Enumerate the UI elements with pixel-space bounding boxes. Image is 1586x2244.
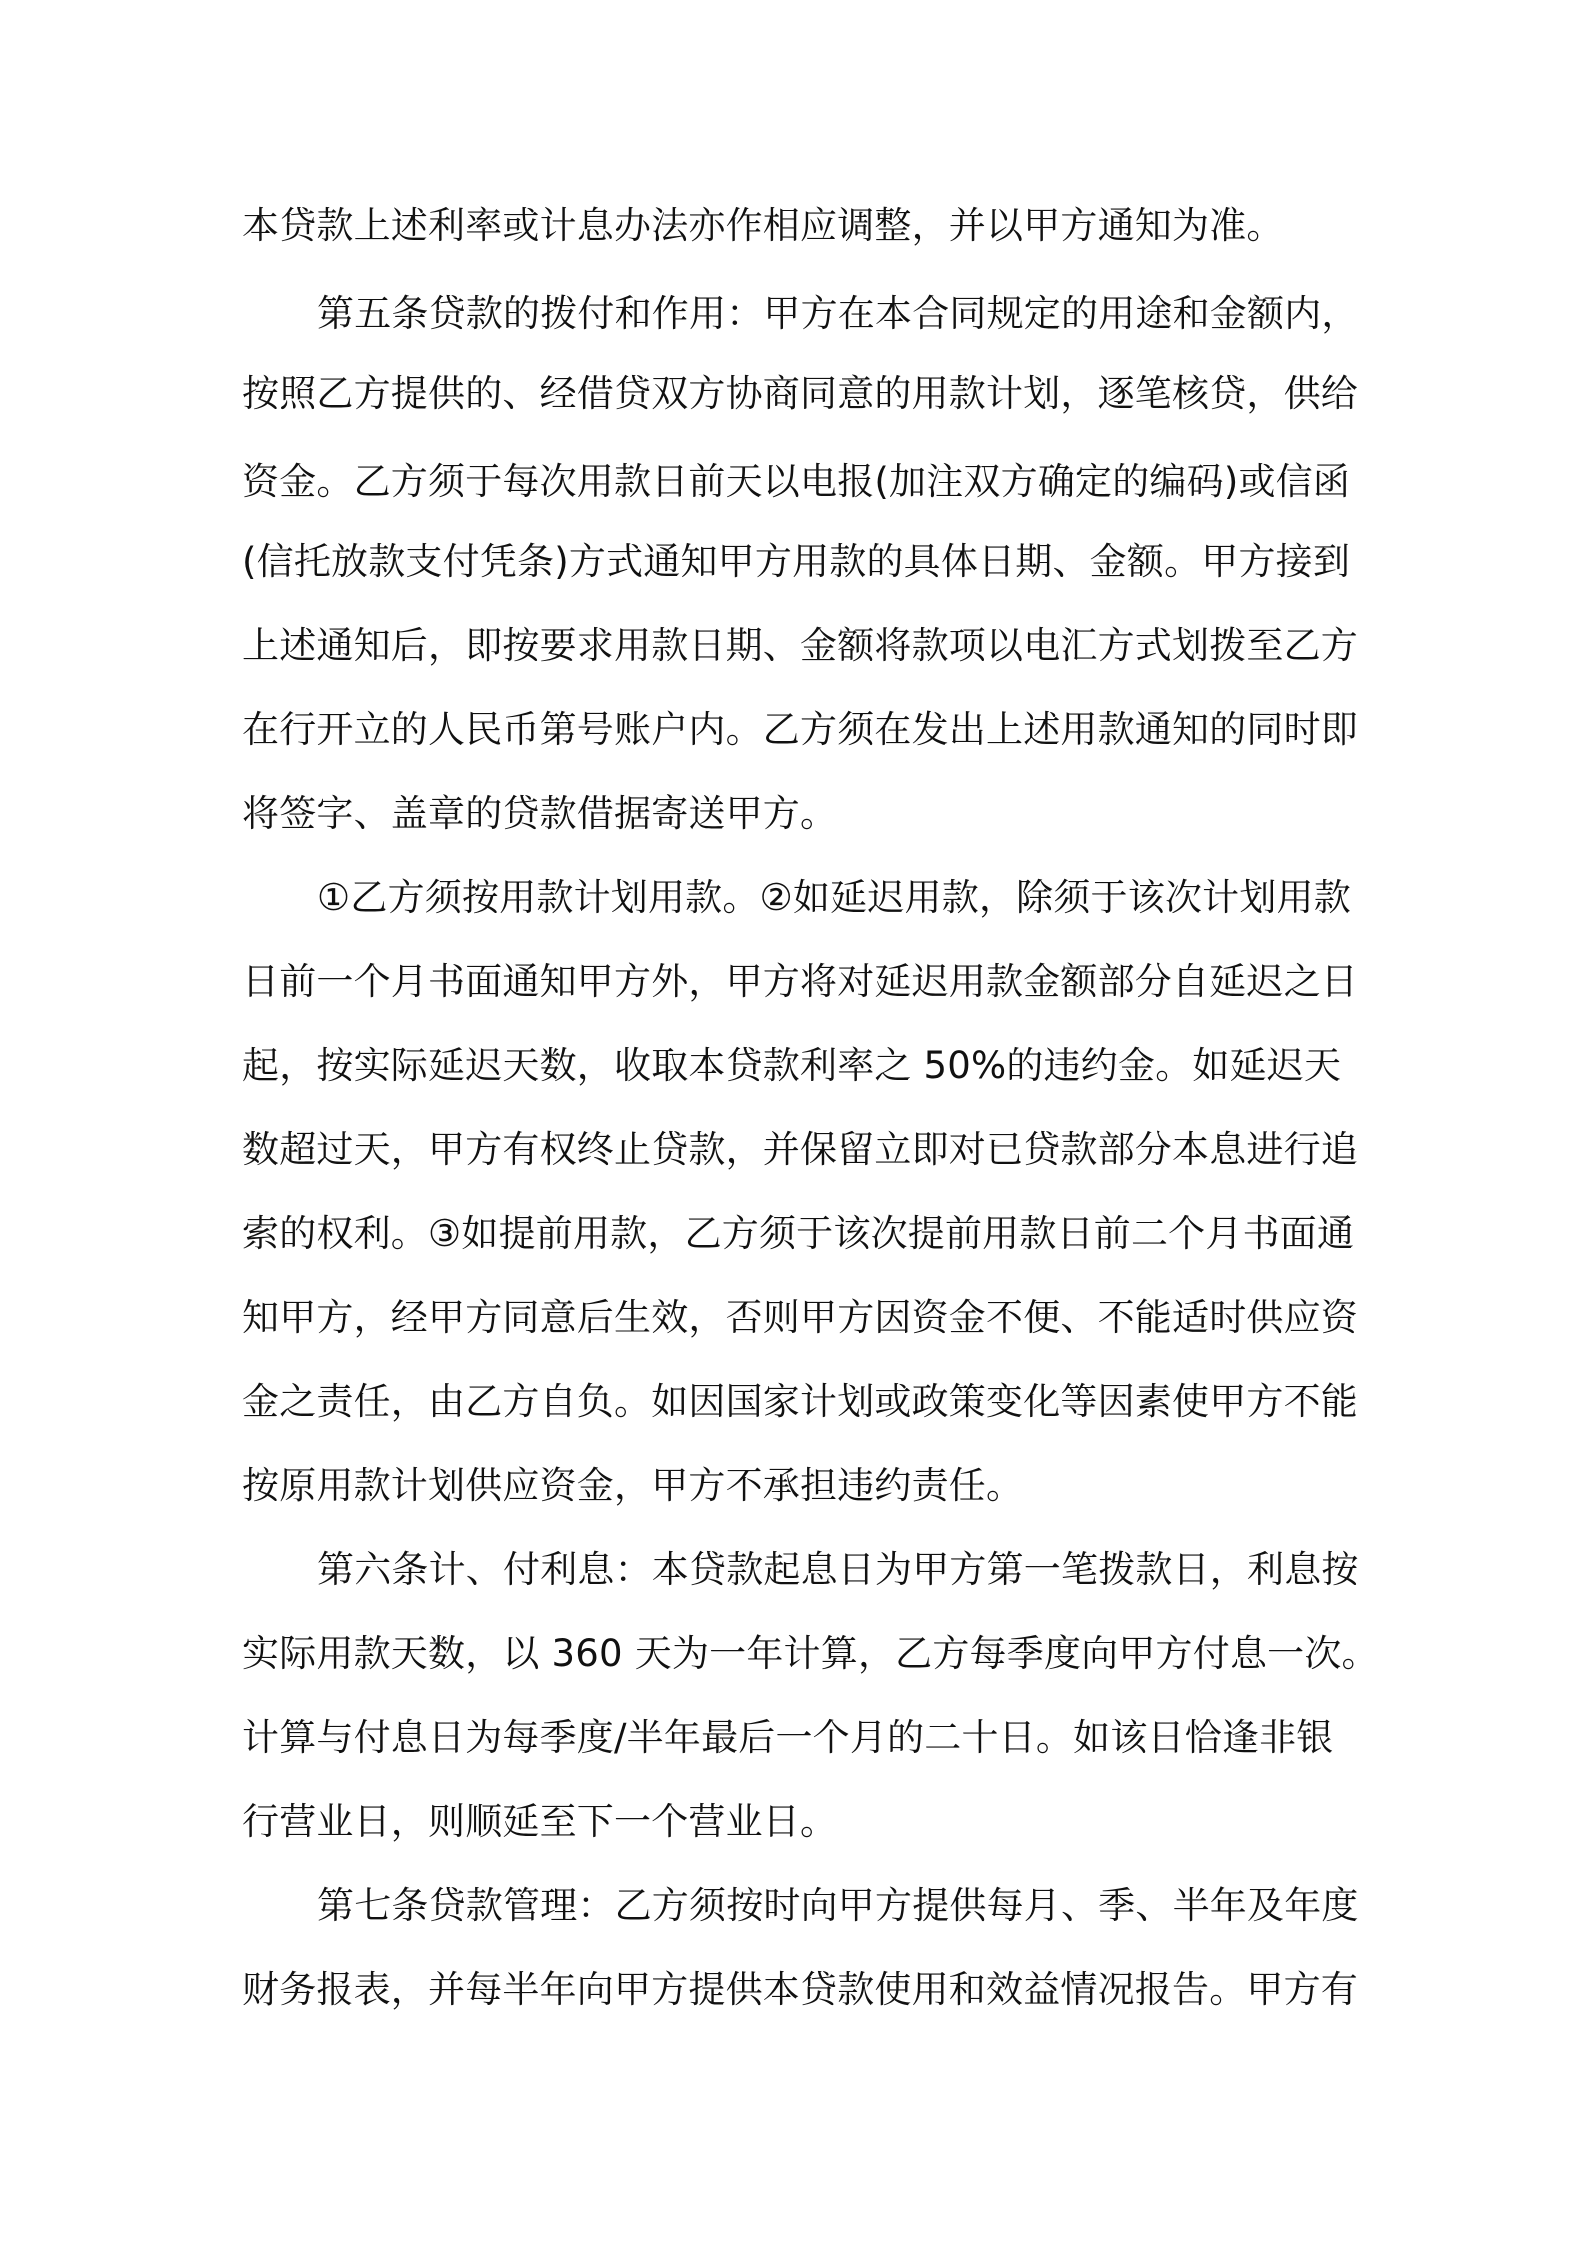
text-line: 本贷款上述利率或计息办法亦作相应调整，并以甲方通知为准。 xyxy=(242,204,1284,247)
text-line: 上述通知后，即按要求用款日期、金额将款项以电汇方式划拨至乙方 xyxy=(242,624,1358,667)
text-line: 按原用款计划供应资金，甲方不承担违约责任。 xyxy=(242,1464,1024,1507)
text-line: 将签字、盖章的贷款借据寄送甲方。 xyxy=(242,792,838,835)
text-line: 起，按实际延迟天数，收取本贷款利率之 50%的违约金。如延迟天 xyxy=(242,1044,1342,1087)
text-line: 知甲方，经甲方同意后生效，否则甲方因资金不便、不能适时供应资 xyxy=(242,1296,1358,1339)
text-line: 索的权利。③如提前用款，乙方须于该次提前用款日前二个月书面通 xyxy=(242,1212,1355,1255)
text-line: 在行开立的人民币第号账户内。乙方须在发出上述用款通知的同时即 xyxy=(242,708,1358,751)
text-line: ①乙方须按用款计划用款。②如延迟用款，除须于该次计划用款 xyxy=(317,876,1351,919)
text-line: 金之责任，由乙方自负。如因国家计划或政策变化等因素使甲方不能 xyxy=(242,1380,1358,1423)
text-line: 实际用款天数，以 360 天为一年计算，乙方每季度向甲方付息一次。 xyxy=(242,1632,1379,1675)
text-line: 财务报表，并每半年向甲方提供本贷款使用和效益情况报告。甲方有 xyxy=(242,1968,1358,2011)
text-line: (信托放款支付凭条)方式通知甲方用款的具体日期、金额。甲方接到 xyxy=(242,540,1351,583)
text-line: 行营业日，则顺延至下一个营业日。 xyxy=(242,1800,838,1843)
text-line: 按照乙方提供的、经借贷双方协商同意的用款计划，逐笔核贷，供给 xyxy=(242,372,1358,415)
text-line: 第七条贷款管理：乙方须按时向甲方提供每月、季、半年及年度 xyxy=(317,1884,1359,1927)
text-line: 日前一个月书面通知甲方外，甲方将对延迟用款金额部分自延迟之日 xyxy=(242,960,1358,1003)
text-line: 数超过天，甲方有权终止贷款，并保留立即对已贷款部分本息进行追 xyxy=(242,1128,1358,1171)
text-line: 第六条计、付利息：本贷款起息日为甲方第一笔拨款日，利息按 xyxy=(317,1548,1359,1591)
text-line: 第五条贷款的拨付和作用：甲方在本合同规定的用途和金额内， xyxy=(317,292,1359,335)
text-line: 资金。乙方须于每次用款日前天以电报(加注双方确定的编码)或信函 xyxy=(242,460,1351,503)
text-line: 计算与付息日为每季度/半年最后一个月的二十日。如该日恰逢非银 xyxy=(242,1716,1334,1759)
